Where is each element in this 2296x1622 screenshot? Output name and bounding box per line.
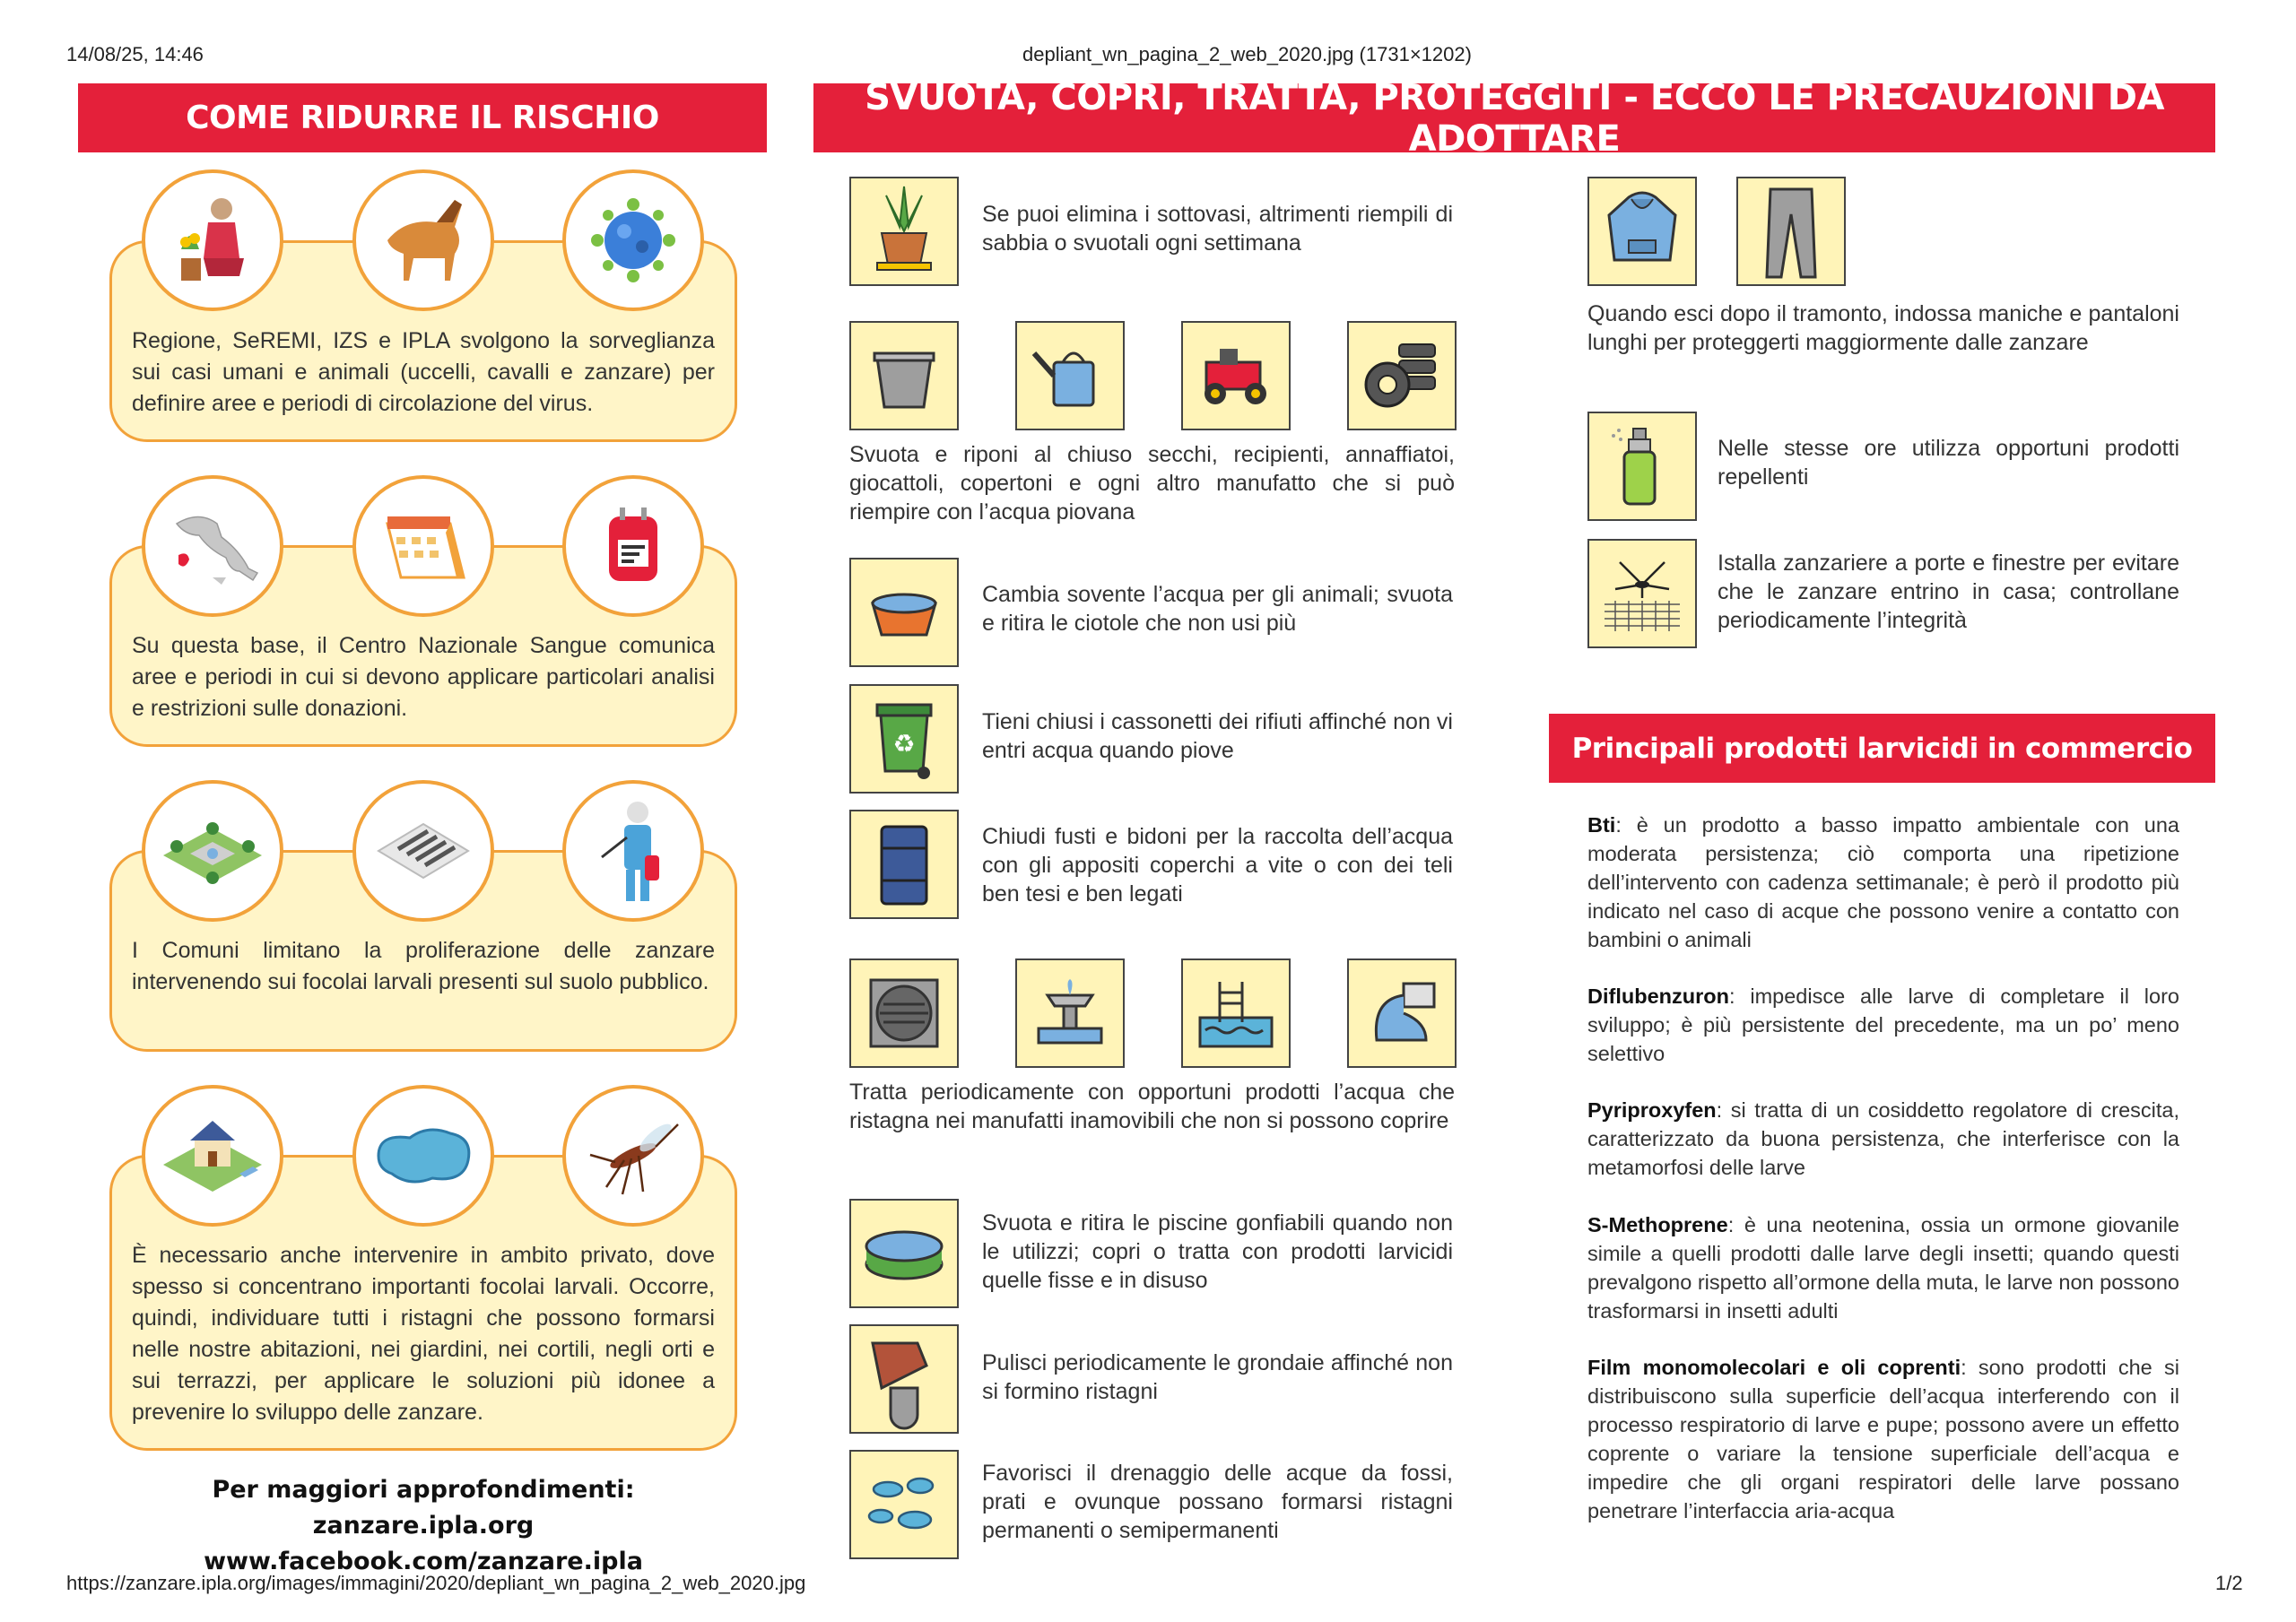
tip-barrels: Chiudi fusti e bidoni per la raccolta dell’acqua con gli appositi coperchi a vite o con dei teli ben tesi e ben legati [982, 824, 1453, 906]
larvicide-desc: : si tratta di un cosiddetto regolatore di crescita, caratterizzato da buona persistenza, che interferisce con la metamorfosi delle larve [1587, 1098, 2179, 1179]
risk-card-text: I Comuni limitano la proliferazione delle zanzare intervenendo sui focolai larvali presenti sul suolo pubblico. [132, 938, 715, 994]
more-info-facebook-link[interactable]: www.facebook.com/zanzare.ipla [204, 1548, 643, 1575]
more-info-heading: Per maggiori approfondimenti: [212, 1476, 635, 1504]
horse-icon [352, 169, 494, 311]
larvicide-desc: : sono prodotti che si distribuiscono sulla superficie dell’acqua interferendo con il processo respiratorio di larve e pupe; possono avere un effetto coprente o variare la tensione superficiale dell’acqua e impedire che gli organi respiratori delle larve possano penetrare l’interfaccia aria-acqua [1587, 1356, 2179, 1522]
waste-bin-icon [849, 684, 959, 794]
tip-pet-water: Cambia sovente l’acqua per gli animali; svuota e ritira le ciotole che non usi più [982, 582, 1453, 636]
bucket-icon [849, 321, 959, 430]
gutter-icon [849, 1324, 959, 1434]
swimming-pool-icon [1181, 958, 1291, 1068]
fountain-icon [1015, 958, 1125, 1068]
larvicides-title: Principali prodotti larvicidi in commercio [1549, 714, 2215, 783]
tip-mosquito-nets: Istalla zanzariere a porte e finestre per evitare che le zanzare entrino in casa; controllane periodicamente l’integrità [1718, 551, 2179, 633]
drain-grate-icon [849, 958, 959, 1068]
larvicide-films-oils [1587, 1353, 2179, 1525]
puddle-icon [352, 1085, 494, 1227]
risk-card-text: Regione, SeREMI, IZS e IPLA svolgono la sorveglianza sui casi umani e animali (uccelli, cavalli e zanzare) per definire aree e periodi di circolazione del virus. [132, 328, 715, 416]
print-datetime: 14/08/25, 14:46 [66, 43, 204, 65]
sprayer-worker-icon [562, 780, 704, 922]
virus-icon [562, 169, 704, 311]
larvicide-name: Film monomolecolari e oli coprenti [1587, 1356, 1961, 1379]
pet-bowl-icon [849, 558, 959, 667]
toy-tractor-icon [1181, 321, 1291, 430]
tip-unmovable-water: Tratta periodicamente con opportuni prodotti l’acqua che ristagna nei manufatti inamovibili che non si possono coprire [849, 1080, 1455, 1133]
print-page-number: 1/2 [2215, 1572, 2243, 1594]
plant-pot-icon [849, 177, 959, 286]
more-info-site-link[interactable]: zanzare.ipla.org [312, 1512, 535, 1540]
print-doc-title: depliant_wn_pagina_2_web_2020.jpg (1731×1202) [1022, 43, 1472, 65]
tip-gutters: Pulisci periodicamente le grondaie affinché non si formino ristagni [982, 1350, 1453, 1404]
tip-saucers: Se puoi elimina i sottovasi, altrimenti riempili di sabbia o svuotali ogni settimana [982, 202, 1453, 256]
larvicide-name: S-Methoprene [1587, 1213, 1728, 1236]
tip-clothing: Quando esci dopo il tramonto, indossa maniche e pantaloni lunghi per proteggerti maggiormente dalle zanzare [1587, 301, 2179, 355]
larvicide-name: Bti [1587, 813, 1616, 837]
pipe-outflow-icon [1347, 958, 1457, 1068]
calendar-icon [352, 475, 494, 617]
watering-can-icon [1015, 321, 1125, 430]
house-garden-icon [142, 1085, 283, 1227]
larvicide-name: Diflubenzuron [1587, 984, 1729, 1008]
mosquito-icon [562, 1085, 704, 1227]
mosquito-net-icon [1587, 539, 1697, 648]
larvicide-desc: : è un prodotto a basso impatto ambientale con una moderata persistenza; ciò comporta una ripetizione dell’intervento con cadenza settimanale; è però il prodotto più indicato nel caso di acque che possono venire a contatto con bambini o animali [1587, 813, 2179, 951]
larvicide-pyriproxyfen [1587, 1096, 2179, 1182]
street-drain-icon [352, 780, 494, 922]
inflatable-pool-icon [849, 1199, 959, 1308]
larvicide-name: Pyriproxyfen [1587, 1098, 1717, 1122]
larvicide-bti [1587, 811, 2179, 954]
left-section-title: COME RIDURRE IL RISCHIO [78, 83, 767, 152]
right-section-title: SVUOTA, COPRI, TRATTA, PROTEGGITI - ECCO LE PRECAUZIONI DA ADOTTARE [813, 83, 2215, 152]
svg-text:♻: ♻ [892, 729, 916, 759]
tip-drainage: Favorisci il drenaggio delle acque da fossi, prati e ovunque possano formarsi ristagni permanenti o semipermanenti [982, 1461, 1453, 1543]
public-park-icon [142, 780, 283, 922]
print-url[interactable]: https://zanzare.ipla.org/images/immagini/2020/depliant_wn_pagina_2_web_2020.jpg [66, 1572, 806, 1594]
blood-bag-icon [562, 475, 704, 617]
larvicide-desc: : impedisce alle larve di completare il loro sviluppo; è più persistente del precedente, ma un po’ meno selettivo [1587, 984, 2179, 1065]
hoodie-icon [1587, 177, 1697, 286]
tip-repellents: Nelle stesse ore utilizza opportuni prodotti repellenti [1718, 436, 2179, 490]
risk-card-text: Su questa base, il Centro Nazionale Sangue comunica aree e periodi in cui si devono applicare particolari analisi e restrizioni sulle donazioni. [132, 633, 715, 721]
risk-card-text: È necessario anche intervenire in ambito privato, dove spesso si concentrano importanti focolai larvali. Occorre, quindi, individuare tutti i ristagni che possono formarsi nelle nostre abitazioni, nei giardini, nei cortili, negli orti e sui terrazzi, per applicare le soluzioni più idonee a prevenire lo sviluppo delle zanzare. [132, 1243, 715, 1425]
larvicide-s-methoprene [1587, 1210, 2179, 1325]
gardener-icon [142, 169, 283, 311]
repellent-spray-icon [1587, 412, 1697, 521]
tip-inflatable-pools: Svuota e ritira le piscine gonfiabili quando non le utilizzi; copri o tratta con prodotti larvicidi quelle fisse e in disuso [982, 1210, 1453, 1293]
barrel-icon [849, 810, 959, 919]
larvicide-diflubenzuron [1587, 982, 2179, 1068]
trousers-icon [1736, 177, 1846, 286]
tires-icon [1347, 321, 1457, 430]
tip-containers: Svuota e riponi al chiuso secchi, recipienti, annaffiatoi, giocattoli, copertoni e ogni altro manufatto che si può riempire con l’acqua piovana [849, 442, 1455, 525]
puddles-icon [849, 1450, 959, 1559]
larvicide-desc: : è una neotenina, ossia un ormone giovanile simile a quelli prodotti dalle larve degli insetti; quando questi prevalgono rispetto all’ormone della muta, le larve non possono trasformarsi in insetti adulti [1587, 1213, 2179, 1323]
italy-map-icon [142, 475, 283, 617]
tip-waste-bins: Tieni chiusi i cassonetti dei rifiuti affinché non vi entri acqua quando piove [982, 709, 1453, 763]
